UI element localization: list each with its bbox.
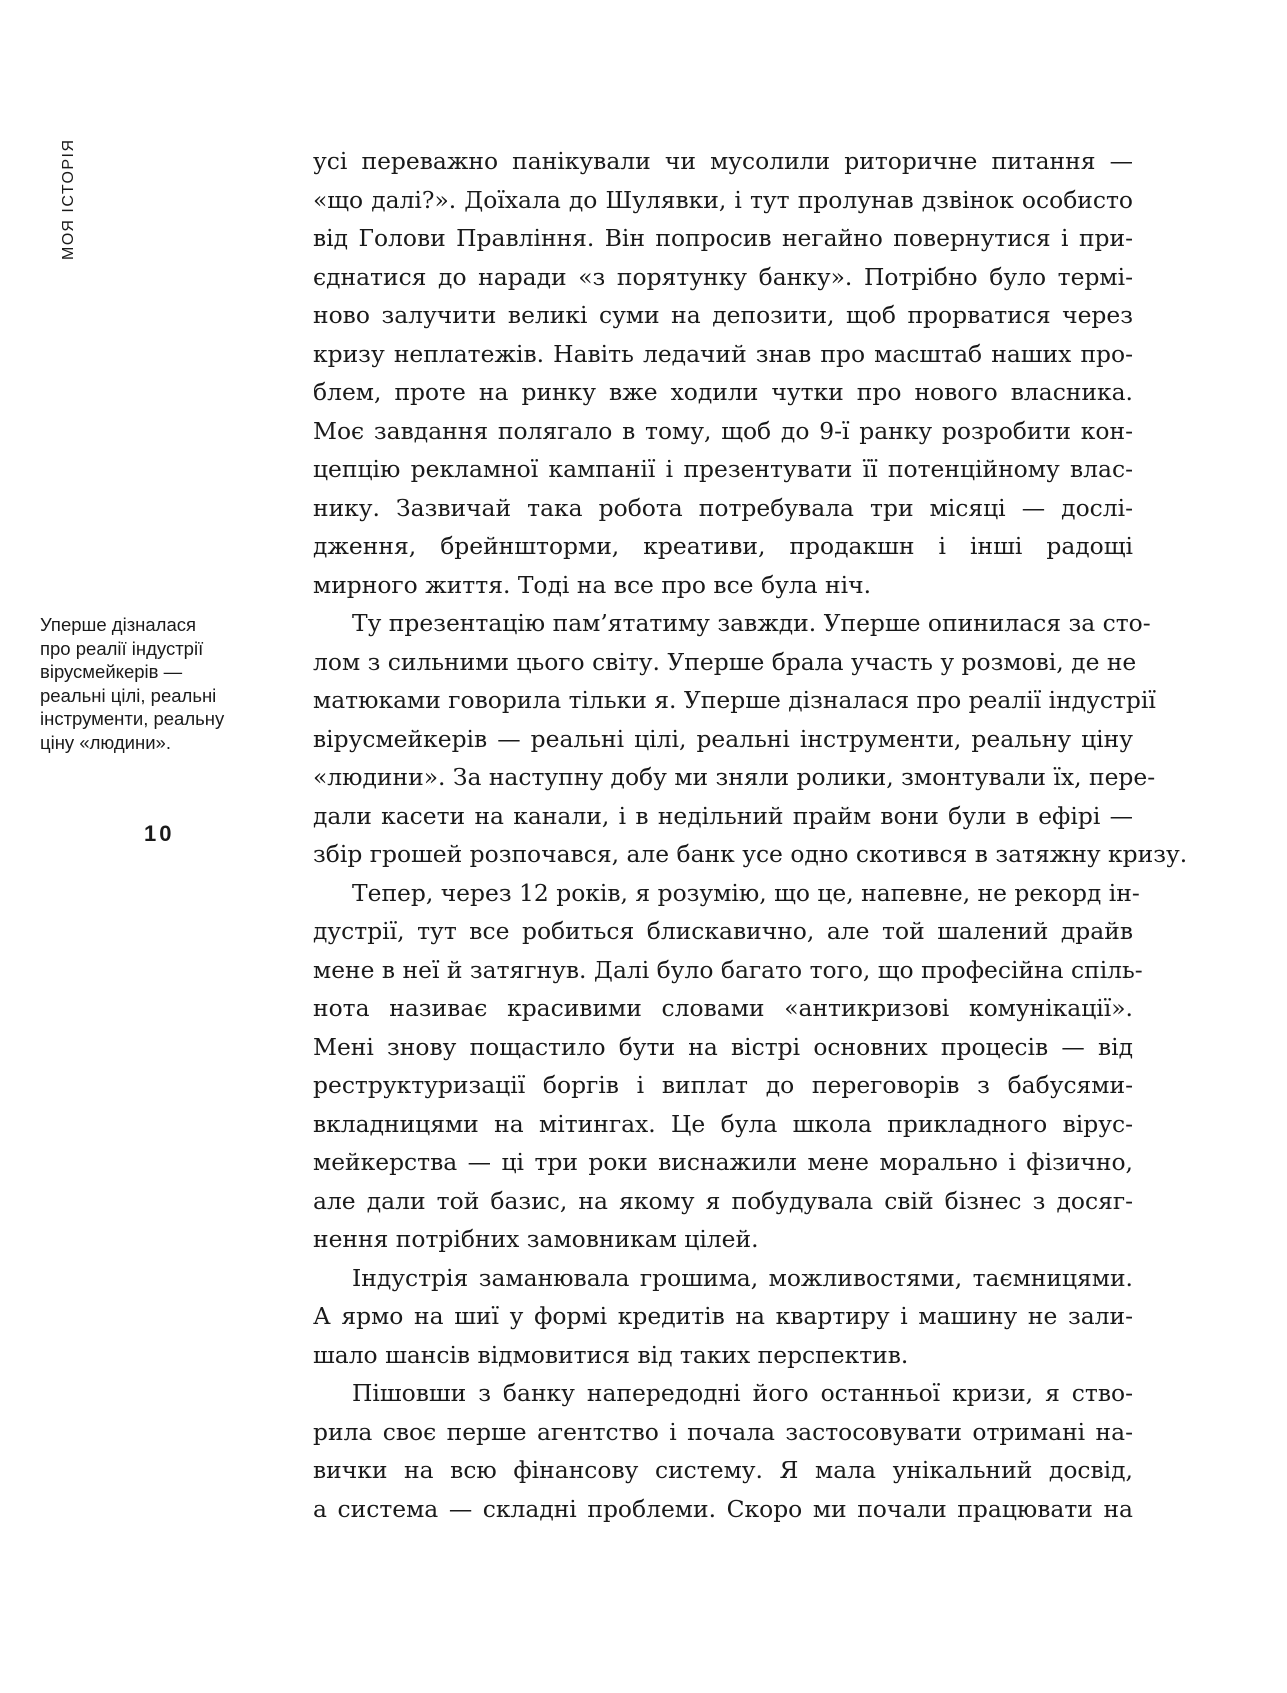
text-line: мене в неї й затягнув. Далі було багато того, що професійна спіль- <box>313 955 1143 984</box>
paragraph <box>313 1374 1133 1528</box>
paragraph <box>313 1259 1133 1375</box>
page-number: 10 <box>144 821 175 846</box>
text-line: Ту презентацію пам’ятатиму завжди. Уперше опинилася за сто- <box>352 609 1151 637</box>
paragraph <box>313 142 1133 604</box>
margin-note-line: інструменти, реальну <box>40 708 225 729</box>
text-line: вірусмейкерів — реальні цілі, реальні інструменти, реальну ціну <box>313 724 1133 753</box>
margin-note-line: про реалії індустрії <box>40 637 204 659</box>
text-line: Індустрія заманювала грошима, можливостями, таємницями. <box>352 1263 1133 1292</box>
text-line: дустрії, тут все робиться блискавично, але той шалений драйв <box>313 917 1133 945</box>
text-line: шало шансів відмовитися від таких перспектив. <box>313 1340 909 1369</box>
text-line: «що далі?». Доїхала до Шулявки, і тут пролунав дзвінок особисто <box>313 185 1133 214</box>
text-line: «людини». За наступну добу ми зняли ролики, змонтували їх, пере- <box>313 763 1156 791</box>
text-line: А ярмо на шиї у формі кредитів на квартиру і машину не зали- <box>313 1302 1133 1330</box>
text-line: нику. Зазвичай така робота потребувала три місяці — дослі- <box>313 493 1133 522</box>
text-line: мирного життя. Тоді на все про все була ніч. <box>313 570 872 599</box>
running-head: МОЯ ІСТОРІЯ <box>60 138 77 260</box>
margin-note-line: реальні цілі, реальні <box>40 684 217 706</box>
text-line: Тепер, через 12 років, я розумію, що це, напевне, не рекорд ін- <box>352 878 1140 907</box>
margin-note-line: Уперше дізналася <box>40 614 197 635</box>
text-line: кризу неплатежів. Навіть ледачий знав про масштаб наших про- <box>313 339 1133 368</box>
text-line: ново залучити великі суми на депозити, щоб прорватися через <box>313 301 1133 329</box>
text-line: дження, брейншторми, креативи, продакшн і інші радощі <box>313 532 1133 560</box>
text-line: блем, проте на ринку вже ходили чутки про нового власника. <box>313 378 1133 406</box>
text-line: нення потрібних замовникам цілей. <box>313 1225 759 1253</box>
body-text <box>313 142 1188 1528</box>
text-line: а система — складні проблеми. Скоро ми почали працювати на <box>313 1494 1133 1523</box>
text-line: від Голови Правління. Він попросив негайно повернутися і при- <box>313 224 1133 252</box>
text-line: усі переважно панікували чи мусолили риторичне питання — <box>313 147 1133 175</box>
text-line: цепцію рекламної кампанії і презентувати її потенційному влас- <box>313 455 1133 483</box>
text-line: вкладницями на мітингах. Це була школа прикладного вірус- <box>313 1109 1133 1138</box>
paragraph <box>313 604 1188 874</box>
text-line: нота називає красивими словами «антикризові комунікації». <box>313 994 1133 1022</box>
margin-note-line: ціну «людини». <box>40 731 171 753</box>
text-line: лом з сильними цього світу. Уперше брала участь у розмові, де не <box>313 647 1137 676</box>
text-line: єднатися до наради «з порятунку банку». Потрібно було термі- <box>313 262 1133 291</box>
margin-note-line: вірусмейкерів — <box>40 661 183 682</box>
text-line: Пішовши з банку напередодні його останньої кризи, я ство- <box>352 1379 1133 1407</box>
text-line: Моє завдання полягало в тому, щоб до 9-ї ранку розробити кон- <box>313 416 1133 445</box>
text-line: але дали той базис, на якому я побудувала свій бізнес з досяг- <box>313 1186 1133 1215</box>
margin-note <box>40 613 265 754</box>
text-line: мейкерства — ці три роки виснажили мене морально і фізично, <box>313 1148 1133 1176</box>
text-line: реструктуризації боргів і виплат до переговорів з бабусями- <box>313 1071 1133 1099</box>
text-line: рила своє перше агентство і почала застосовувати отримані на- <box>313 1417 1133 1446</box>
text-line: вички на всю фінансову систему. Я мала унікальний досвід, <box>313 1456 1133 1484</box>
text-line: збір грошей розпочався, але банк усе одно скотився в затяжну кризу. <box>313 840 1188 868</box>
paragraph <box>313 874 1143 1259</box>
text-line: дали касети на канали, і в недільний прайм вони були в ефірі — <box>313 801 1133 830</box>
text-line: Мені знову пощастило бути на вістрі основних процесів — від <box>313 1032 1133 1061</box>
text-line: матюками говорила тільки я. Уперше дізналася про реалії індустрії <box>313 686 1156 714</box>
